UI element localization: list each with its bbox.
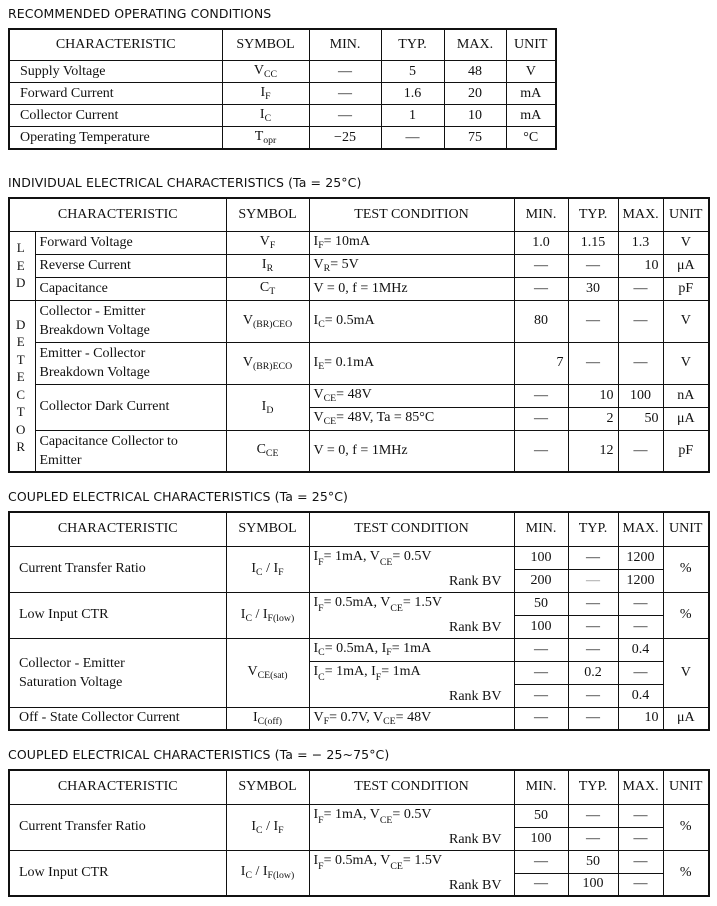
- cell-min: 100: [514, 827, 568, 850]
- table-row: [9, 850, 709, 873]
- cell-characteristic: Low Input CTR: [9, 850, 226, 896]
- cell-min: −25: [309, 127, 381, 150]
- group-letter: D: [16, 275, 29, 291]
- header-characteristic: CHARACTERISTIC: [9, 770, 226, 804]
- cell-unit: %: [663, 804, 709, 850]
- cell-min: —: [514, 384, 568, 407]
- cell-symbol: $I_C / I_{F(low)}$: [226, 592, 309, 638]
- header-max: MAX.: [618, 512, 663, 546]
- cell-symbol: $V_{CE(sat)}$: [226, 638, 309, 707]
- group-letter: T: [16, 351, 28, 367]
- group-letter: E: [16, 334, 28, 350]
- header-symbol: SYMBOL: [222, 29, 309, 61]
- section-title-individual: INDIVIDUAL ELECTRICAL CHARACTERISTICS (Ta = 25°C): [8, 175, 362, 190]
- cell-unit: V: [663, 300, 709, 342]
- cell-max: 0.4: [618, 638, 663, 661]
- header-min: MIN.: [309, 29, 381, 61]
- cell-min: —: [514, 707, 568, 730]
- cell-unit: V: [663, 231, 709, 254]
- header-characteristic: CHARACTERISTIC: [9, 512, 226, 546]
- table-row: [9, 61, 556, 83]
- cell-typ: —: [568, 827, 618, 850]
- cell-unit: μA: [663, 254, 709, 277]
- cell-min: —: [514, 638, 568, 661]
- cell-test-condition: $I_E= 0.1mA$: [309, 342, 514, 384]
- cell-typ: —: [568, 638, 618, 661]
- cell-unit: V: [506, 61, 556, 83]
- cell-unit: %: [663, 592, 709, 638]
- group-label-detector: [9, 300, 35, 472]
- cell-symbol: $I_C / I_F$: [226, 546, 309, 592]
- cell-unit: %: [663, 850, 709, 896]
- cell-symbol: $V_{CC}$: [222, 61, 309, 83]
- cell-typ: —: [568, 804, 618, 827]
- header-typ: TYP.: [381, 29, 444, 61]
- header-min: MIN.: [514, 512, 568, 546]
- cell-typ: —: [568, 615, 618, 638]
- table-row: [9, 384, 709, 407]
- table-row: [9, 707, 709, 730]
- section-title-coupled-range: COUPLED ELECTRICAL CHARACTERISTICS (Ta = − 25~75°C): [8, 747, 390, 762]
- group-letter: T: [16, 404, 28, 420]
- cell-characteristic: Supply Voltage: [9, 61, 222, 83]
- table-row: [9, 638, 709, 661]
- table-header-row: [9, 198, 709, 231]
- cell-min: 50: [514, 592, 568, 615]
- header-symbol: SYMBOL: [226, 198, 309, 231]
- cell-min: 7: [514, 342, 568, 384]
- cell-unit: %: [663, 546, 709, 592]
- cell-unit: mA: [506, 83, 556, 105]
- header-typ: TYP.: [568, 770, 618, 804]
- individual-characteristics-table: [8, 197, 710, 473]
- header-min: MIN.: [514, 770, 568, 804]
- header-test-condition: TEST CONDITION: [309, 512, 514, 546]
- table-row: [9, 430, 709, 472]
- cell-symbol: $C_T$: [226, 277, 309, 300]
- group-letter: L: [16, 240, 28, 256]
- cell-max: —: [618, 300, 663, 342]
- cell-characteristic: Collector Dark Current: [35, 384, 226, 430]
- cell-min: —: [309, 83, 381, 105]
- cell-unit: μA: [663, 707, 709, 730]
- header-symbol: SYMBOL: [226, 770, 309, 804]
- cell-max: 48: [444, 61, 506, 83]
- cell-min: —: [514, 850, 568, 873]
- cell-unit: V: [663, 638, 709, 707]
- cell-min: —: [514, 407, 568, 430]
- header-min: MIN.: [514, 198, 568, 231]
- cell-max: 10: [444, 105, 506, 127]
- cell-max: 1.3: [618, 231, 663, 254]
- cell-test-condition: $V_R= 5V$: [309, 254, 514, 277]
- cell-typ: 50: [568, 850, 618, 873]
- cell-test-condition: $I_F= 10mA$: [309, 231, 514, 254]
- cell-characteristic: Off - State Collector Current: [9, 707, 226, 730]
- cell-max: —: [618, 873, 663, 896]
- cell-typ: 5: [381, 61, 444, 83]
- cell-test-condition: $I_C= 1mA$, $I_F= 1mA$ Rank BV: [309, 661, 514, 707]
- cell-min: —: [514, 873, 568, 896]
- header-unit: UNIT: [663, 198, 709, 231]
- cell-min: 100: [514, 615, 568, 638]
- table-row: [9, 254, 709, 277]
- header-unit: UNIT: [506, 29, 556, 61]
- cell-max: 10: [618, 254, 663, 277]
- cell-symbol: $V_F$: [226, 231, 309, 254]
- table-row: [9, 804, 709, 827]
- cell-typ: 1.6: [381, 83, 444, 105]
- cell-symbol: $I_D$: [226, 384, 309, 430]
- cell-test-condition: $I_F= 1mA$, $V_{CE}= 0.5V$ Rank BV: [309, 546, 514, 592]
- cell-max: —: [618, 592, 663, 615]
- coupled-range-table: [8, 769, 710, 897]
- header-typ: TYP.: [568, 512, 618, 546]
- cell-characteristic: Emitter - Collector Breakdown Voltage: [35, 342, 226, 384]
- cell-typ: 0.2: [568, 661, 618, 684]
- cell-typ: 1: [381, 105, 444, 127]
- cell-test-condition: $V_{CE}= 48V$, Ta = 85°C: [309, 407, 514, 430]
- header-max: MAX.: [444, 29, 506, 61]
- cell-max: —: [618, 661, 663, 684]
- cell-unit: μA: [663, 407, 709, 430]
- table-row: [9, 546, 709, 569]
- cell-test-condition: $I_C= 0.5mA$: [309, 300, 514, 342]
- cell-test-condition: $I_F= 0.5mA$, $V_{CE}= 1.5V$ Rank BV: [309, 850, 514, 896]
- cell-max: —: [618, 430, 663, 472]
- cell-characteristic: Collector - Emitter Breakdown Voltage: [35, 300, 226, 342]
- table-header-row: [9, 29, 556, 61]
- cell-characteristic: Low Input CTR: [9, 592, 226, 638]
- group-letter: D: [16, 316, 29, 332]
- cell-min: 1.0: [514, 231, 568, 254]
- cell-max: —: [618, 850, 663, 873]
- cell-characteristic: Operating Temperature: [9, 127, 222, 150]
- cell-max: —: [618, 342, 663, 384]
- cell-min: 50: [514, 804, 568, 827]
- cell-typ: —: [568, 684, 618, 707]
- header-symbol: SYMBOL: [226, 512, 309, 546]
- header-max: MAX.: [618, 198, 663, 231]
- cell-symbol: $I_C$: [222, 105, 309, 127]
- cell-typ: 12: [568, 430, 618, 472]
- cell-test-condition: $I_F= 1mA$, $V_{CE}= 0.5V$ Rank BV: [309, 804, 514, 850]
- cell-max: 0.4: [618, 684, 663, 707]
- cell-max: 100: [618, 384, 663, 407]
- cell-unit: nA: [663, 384, 709, 407]
- cell-min: 80: [514, 300, 568, 342]
- header-unit: UNIT: [663, 512, 709, 546]
- cell-test-condition: $V_{CE}= 48V$: [309, 384, 514, 407]
- cell-unit: pF: [663, 277, 709, 300]
- cell-characteristic: Forward Current: [9, 83, 222, 105]
- cell-typ: 100: [568, 873, 618, 896]
- table-header-row: [9, 770, 709, 804]
- table-row: [9, 342, 709, 384]
- cell-min: —: [309, 105, 381, 127]
- cell-characteristic: Capacitance Collector to Emitter: [35, 430, 226, 472]
- table-row: [9, 592, 709, 615]
- cell-symbol: $I_{C(off)}$: [226, 707, 309, 730]
- cell-typ: —: [568, 300, 618, 342]
- cell-min: 100: [514, 546, 568, 569]
- cell-symbol: $C_{CE}$: [226, 430, 309, 472]
- table-row: [9, 127, 556, 150]
- group-led-text: [16, 239, 28, 292]
- cell-max: 1200: [618, 546, 663, 569]
- cell-symbol: $I_F$: [222, 83, 309, 105]
- cell-typ: 30: [568, 277, 618, 300]
- group-letter: C: [16, 386, 29, 402]
- header-characteristic: CHARACTERISTIC: [9, 29, 222, 61]
- cell-typ: —: [381, 127, 444, 150]
- section-title-coupled-25c: COUPLED ELECTRICAL CHARACTERISTICS (Ta = 25°C): [8, 489, 349, 504]
- header-typ: TYP.: [568, 198, 618, 231]
- cell-test-condition: V = 0, f = 1MHz: [309, 277, 514, 300]
- cell-min: —: [514, 430, 568, 472]
- cell-characteristic: Reverse Current: [35, 254, 226, 277]
- cell-min: 200: [514, 569, 568, 592]
- cell-max: —: [618, 277, 663, 300]
- coupled-characteristics-table: [8, 511, 710, 731]
- cell-characteristic: Capacitance: [35, 277, 226, 300]
- header-test-condition: TEST CONDITION: [309, 770, 514, 804]
- cell-max: —: [618, 804, 663, 827]
- cell-symbol: $I_R$: [226, 254, 309, 277]
- cell-max: 50: [618, 407, 663, 430]
- group-detector-text: [16, 316, 28, 456]
- cell-typ: —: [568, 592, 618, 615]
- cell-unit: pF: [663, 430, 709, 472]
- table-row: [9, 277, 709, 300]
- cell-test-condition: $I_F= 0.5mA$, $V_{CE}= 1.5V$ Rank BV: [309, 592, 514, 638]
- cell-typ: —: [568, 569, 618, 592]
- cell-max: —: [618, 827, 663, 850]
- group-label-led: [9, 231, 35, 300]
- cell-typ: —: [568, 254, 618, 277]
- cell-typ: —: [568, 342, 618, 384]
- cell-max: 1200: [618, 569, 663, 592]
- group-letter: R: [16, 439, 29, 455]
- cell-test-condition: $V_F= 0.7V$, $V_{CE}= 48V$: [309, 707, 514, 730]
- recommended-conditions-table: [8, 28, 557, 150]
- header-max: MAX.: [618, 770, 663, 804]
- cell-min: —: [309, 61, 381, 83]
- cell-max: —: [618, 615, 663, 638]
- header-unit: UNIT: [663, 770, 709, 804]
- section-title-recommended: RECOMMENDED OPERATING CONDITIONS: [8, 6, 272, 21]
- cell-min: —: [514, 684, 568, 707]
- cell-max: 75: [444, 127, 506, 150]
- cell-test-condition: $I_C= 0.5mA$, $I_F= 1mA$: [309, 638, 514, 661]
- table-row: [9, 231, 709, 254]
- cell-characteristic: Collector Current: [9, 105, 222, 127]
- table-header-row: [9, 512, 709, 546]
- cell-symbol: $T_{opr}$: [222, 127, 309, 150]
- cell-min: —: [514, 661, 568, 684]
- table-row: [9, 105, 556, 127]
- cell-symbol: $V_{(BR)ECO}$: [226, 342, 309, 384]
- group-letter: E: [16, 369, 28, 385]
- cell-max: 20: [444, 83, 506, 105]
- cell-symbol: $I_C / I_F$: [226, 804, 309, 850]
- cell-symbol: $I_C / I_{F(low)}$: [226, 850, 309, 896]
- cell-typ: —: [568, 707, 618, 730]
- cell-symbol: $V_{(BR)CEO}$: [226, 300, 309, 342]
- cell-min: —: [514, 254, 568, 277]
- group-letter: O: [16, 421, 29, 437]
- cell-unit: °C: [506, 127, 556, 150]
- cell-typ: 10: [568, 384, 618, 407]
- group-letter: E: [16, 257, 28, 273]
- header-characteristic: CHARACTERISTIC: [9, 198, 226, 231]
- cell-min: —: [514, 277, 568, 300]
- cell-typ: —: [568, 546, 618, 569]
- cell-unit: V: [663, 342, 709, 384]
- cell-max: 10: [618, 707, 663, 730]
- table-row: [9, 83, 556, 105]
- cell-typ: 2: [568, 407, 618, 430]
- cell-unit: mA: [506, 105, 556, 127]
- table-row: [9, 300, 709, 342]
- cell-characteristic: Current Transfer Ratio: [9, 804, 226, 850]
- cell-typ: 1.15: [568, 231, 618, 254]
- cell-characteristic: Collector - Emitter Saturation Voltage: [9, 638, 226, 707]
- cell-test-condition: V = 0, f = 1MHz: [309, 430, 514, 472]
- cell-characteristic: Forward Voltage: [35, 231, 226, 254]
- cell-characteristic: Current Transfer Ratio: [9, 546, 226, 592]
- header-test-condition: TEST CONDITION: [309, 198, 514, 231]
